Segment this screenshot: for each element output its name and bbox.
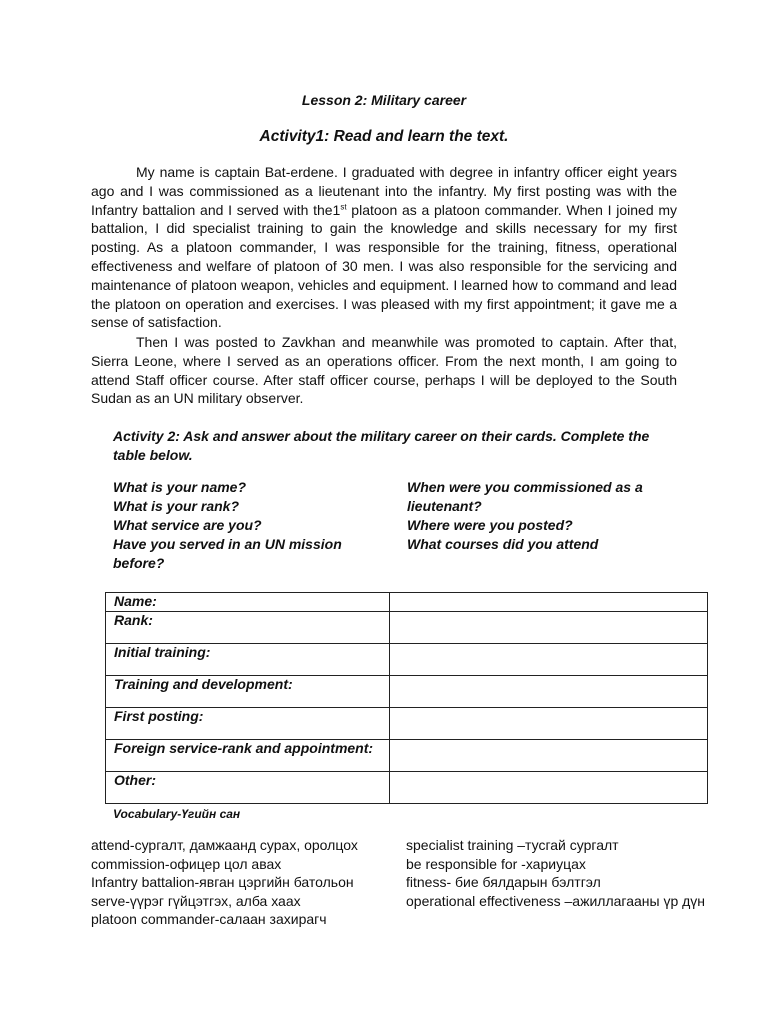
question-item: What courses did you attend: [407, 536, 599, 552]
question-item: What service are you?: [113, 517, 262, 533]
table-row: [106, 612, 708, 644]
ordinal-suffix: st: [340, 201, 347, 211]
table-value-foreign-service[interactable]: [390, 740, 708, 772]
vocabulary-item: serve-үүрэг гүйцэтгэх, алба хаах: [91, 892, 301, 909]
vocabulary-item: Infantry battalion-явган цэргийн батольон: [91, 874, 354, 890]
vocabulary-item: attend-сургалт, дамжаанд сурах, оролцох: [91, 837, 358, 853]
vocabulary-item: specialist training –тусгай сургалт: [406, 837, 619, 853]
table-row: [106, 740, 708, 772]
table-value-other[interactable]: [390, 772, 708, 804]
activity1-paragraph-2: Then I was posted to Zavkhan and meanwhile was promoted to captain. After that, Sierra Leone, where I served as an operations officer. From the next month, I am going to attend Staff officer course. After staff officer course, perhaps I will be deployed to the South Sudan as an UN military observer.: [91, 334, 677, 407]
table-row: [106, 676, 708, 708]
lesson-title: Lesson 2: Military career: [301, 92, 467, 108]
table-row: [106, 708, 708, 740]
table-label-other: Other:: [106, 772, 390, 804]
table-label-foreign-service: Foreign service-rank and appointment:: [106, 740, 390, 772]
paragraph-1-text-a: My name is captain Bat-erdene. I graduated with degree in infantry officer eight years ago and I was commissioned as a lieutenant into the infantry. My first posting was with the Infantry battalion and I served with the1: [91, 164, 677, 218]
question-item: When were you commissioned as a lieutenant?: [407, 479, 643, 514]
vocabulary-left-column: [91, 836, 391, 929]
questions-left-column: [113, 478, 373, 573]
table-row: [106, 593, 708, 612]
questions-right-column: [407, 478, 677, 554]
vocabulary-item: commission-офицер цол авах: [91, 855, 282, 872]
table-label-training-development: Training and development:: [106, 676, 390, 708]
table-label-initial-training: Initial training:: [106, 644, 390, 676]
table-label-first-posting: First posting:: [106, 708, 390, 740]
vocabulary-item: fitness- бие бялдарын бэлтгэл: [406, 874, 601, 890]
table-value-first-posting[interactable]: [390, 708, 708, 740]
table-row: [106, 772, 708, 804]
table-label-name: Name:: [106, 593, 390, 612]
table-value-training-development[interactable]: [390, 676, 708, 708]
question-item: What is your name?: [113, 479, 247, 495]
table-label-rank: Rank:: [106, 612, 390, 644]
activity2-title: Activity 2: Ask and answer about the military career on their cards. Complete the table below.: [113, 428, 650, 463]
vocabulary-right-column: [406, 836, 706, 910]
career-table: [105, 592, 708, 804]
vocabulary-item: platoon commander-салаан захирагч: [91, 911, 327, 927]
vocabulary-item: operational effectiveness –ажиллагааны үр дүн: [406, 892, 706, 909]
vocabulary-item: be responsible for -хариуцах: [406, 855, 586, 872]
table-value-rank[interactable]: [390, 612, 708, 644]
question-item: What is your rank?: [113, 498, 240, 514]
table-value-name[interactable]: [390, 593, 708, 612]
vocabulary-title: Vocabulary-Үгийн сан: [113, 807, 241, 821]
activity1-paragraph-1: [91, 163, 677, 332]
question-item: Where were you posted?: [407, 517, 573, 533]
table-row: [106, 644, 708, 676]
paragraph-1-text-b: platoon as a platoon commander. When I joined my battalion, I did specialist training to gain the knowledge and skills necessary for my first posting. As a platoon commander, I was responsible for the training, fitness, operational effectiveness and welfare of platoon of 30 men. I was also responsible for the servicing and maintenance of platoon weapon, vehicles and equipment. I learned how to command and lead the platoon on operation and exercises. I was pleased with my first appointment; it gave me a sense of satisfaction.: [91, 201, 677, 331]
question-item: Have you served in an UN mission before?: [113, 536, 342, 571]
table-value-initial-training[interactable]: [390, 644, 708, 676]
activity1-title: Activity1: Read and learn the text.: [259, 128, 509, 145]
